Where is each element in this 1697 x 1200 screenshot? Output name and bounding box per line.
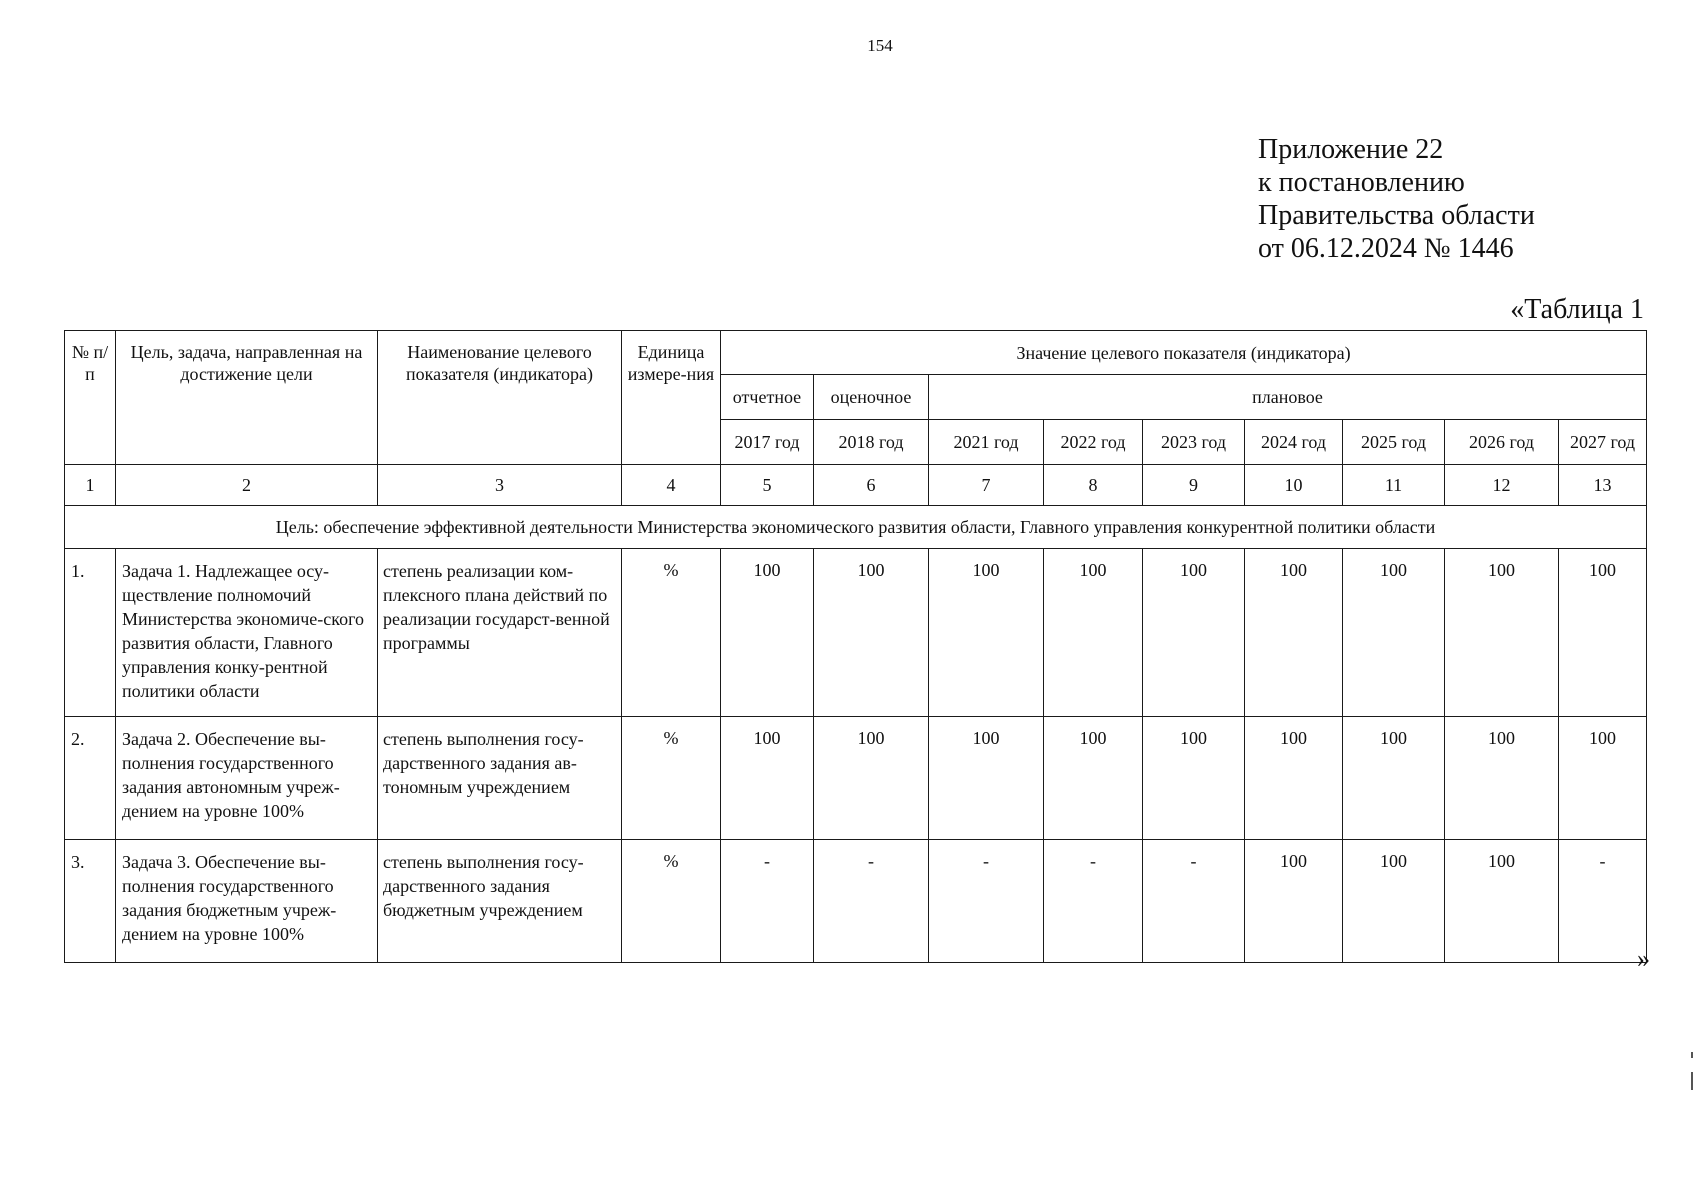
row-value: 100 xyxy=(1445,840,1559,963)
column-number: 6 xyxy=(814,465,929,506)
scan-edge-mark xyxy=(1691,1052,1693,1058)
row-value: 100 xyxy=(721,717,814,840)
table-caption: «Таблица 1 xyxy=(1510,294,1644,325)
goal-row xyxy=(65,506,1647,549)
row-value: 100 xyxy=(1445,549,1559,717)
row-unit: % xyxy=(622,549,721,717)
year-header: 2021 год xyxy=(929,420,1044,465)
column-number: 5 xyxy=(721,465,814,506)
row-num: 2. xyxy=(65,717,116,840)
row-value: - xyxy=(929,840,1044,963)
appendix-block xyxy=(1258,133,1535,265)
row-value: 100 xyxy=(1343,717,1445,840)
header-planned: плановое xyxy=(929,375,1647,420)
row-num: 3. xyxy=(65,840,116,963)
header-indicator-name: Наименование целевого показателя (индикатора) xyxy=(378,331,622,465)
year-header: 2024 год xyxy=(1245,420,1343,465)
row-value: 100 xyxy=(1044,549,1143,717)
row-value: 100 xyxy=(1245,549,1343,717)
row-num: 1. xyxy=(65,549,116,717)
column-number: 10 xyxy=(1245,465,1343,506)
appendix-line-1: Приложение 22 xyxy=(1258,134,1444,165)
column-number: 9 xyxy=(1143,465,1245,506)
column-number: 12 xyxy=(1445,465,1559,506)
row-value: 100 xyxy=(929,549,1044,717)
column-number: 2 xyxy=(116,465,378,506)
row-value: - xyxy=(721,840,814,963)
year-header: 2022 год xyxy=(1044,420,1143,465)
row-unit: % xyxy=(622,717,721,840)
year-header: 2026 год xyxy=(1445,420,1559,465)
header-unit: Единица измере-ния xyxy=(622,331,721,465)
table-row xyxy=(65,840,1647,963)
header-num: № п/п xyxy=(65,331,116,465)
table-row xyxy=(65,549,1647,717)
row-value: - xyxy=(814,840,929,963)
indicators-table xyxy=(64,330,1647,963)
row-value: 100 xyxy=(1559,549,1647,717)
row-value: 100 xyxy=(1245,840,1343,963)
column-number: 13 xyxy=(1559,465,1647,506)
row-value: 100 xyxy=(1343,840,1445,963)
closing-quote: » xyxy=(1637,944,1650,973)
header-value-group: Значение целевого показателя (индикатора) xyxy=(721,331,1647,375)
row-value: 100 xyxy=(721,549,814,717)
row-value: 100 xyxy=(1343,549,1445,717)
column-number: 3 xyxy=(378,465,622,506)
row-value: - xyxy=(1559,840,1647,963)
page-number: 154 xyxy=(867,36,893,55)
header-estimated: оценочное xyxy=(814,375,929,420)
row-value: 100 xyxy=(814,549,929,717)
year-header: 2023 год xyxy=(1143,420,1245,465)
year-header: 2025 год xyxy=(1343,420,1445,465)
scan-edge-mark xyxy=(1691,1072,1693,1090)
column-number: 8 xyxy=(1044,465,1143,506)
row-indicator: степень реализации ком-плексного плана действий по реализации государст-венной программы xyxy=(378,549,622,717)
year-header: 2017 год xyxy=(721,420,814,465)
column-number: 7 xyxy=(929,465,1044,506)
row-task: Задача 2. Обеспечение вы-полнения государственного задания автономным учреж-дением на уровне 100% xyxy=(116,717,378,840)
column-number: 4 xyxy=(622,465,721,506)
appendix-line-4: от 06.12.2024 № 1446 xyxy=(1258,233,1514,264)
table-row xyxy=(65,717,1647,840)
row-indicator: степень выполнения госу-дарственного задания ав-тономным учреждением xyxy=(378,717,622,840)
appendix-line-3: Правительства области xyxy=(1258,200,1535,231)
header-reported: отчетное xyxy=(721,375,814,420)
row-value: - xyxy=(1143,840,1245,963)
row-value: 100 xyxy=(1143,549,1245,717)
row-value: 100 xyxy=(929,717,1044,840)
row-value: 100 xyxy=(1143,717,1245,840)
row-indicator: степень выполнения госу-дарственного задания бюджетным учреждением xyxy=(378,840,622,963)
row-task: Задача 3. Обеспечение вы-полнения государственного задания бюджетным учреж-дением на уровне 100% xyxy=(116,840,378,963)
row-value: - xyxy=(1044,840,1143,963)
header-goal-task: Цель, задача, направленная на достижение цели xyxy=(116,331,378,465)
row-value: 100 xyxy=(1445,717,1559,840)
appendix-line-2: к постановлению xyxy=(1258,167,1465,198)
row-value: 100 xyxy=(1245,717,1343,840)
year-header: 2027 год xyxy=(1559,420,1647,465)
row-task: Задача 1. Надлежащее осу-ществление полномочий Министерства экономиче-ского развития области, Главного управления конку-рентной политики области xyxy=(116,549,378,717)
goal-text: Цель: обеспечение эффективной деятельности Министерства экономического развития области, Главного управления конкурентной политики области xyxy=(65,506,1647,549)
column-number: 1 xyxy=(65,465,116,506)
column-number: 11 xyxy=(1343,465,1445,506)
year-header: 2018 год xyxy=(814,420,929,465)
column-number-row xyxy=(65,465,1647,506)
row-unit: % xyxy=(622,840,721,963)
row-value: 100 xyxy=(1044,717,1143,840)
header-row-1 xyxy=(65,331,1647,375)
row-value: 100 xyxy=(1559,717,1647,840)
row-value: 100 xyxy=(814,717,929,840)
